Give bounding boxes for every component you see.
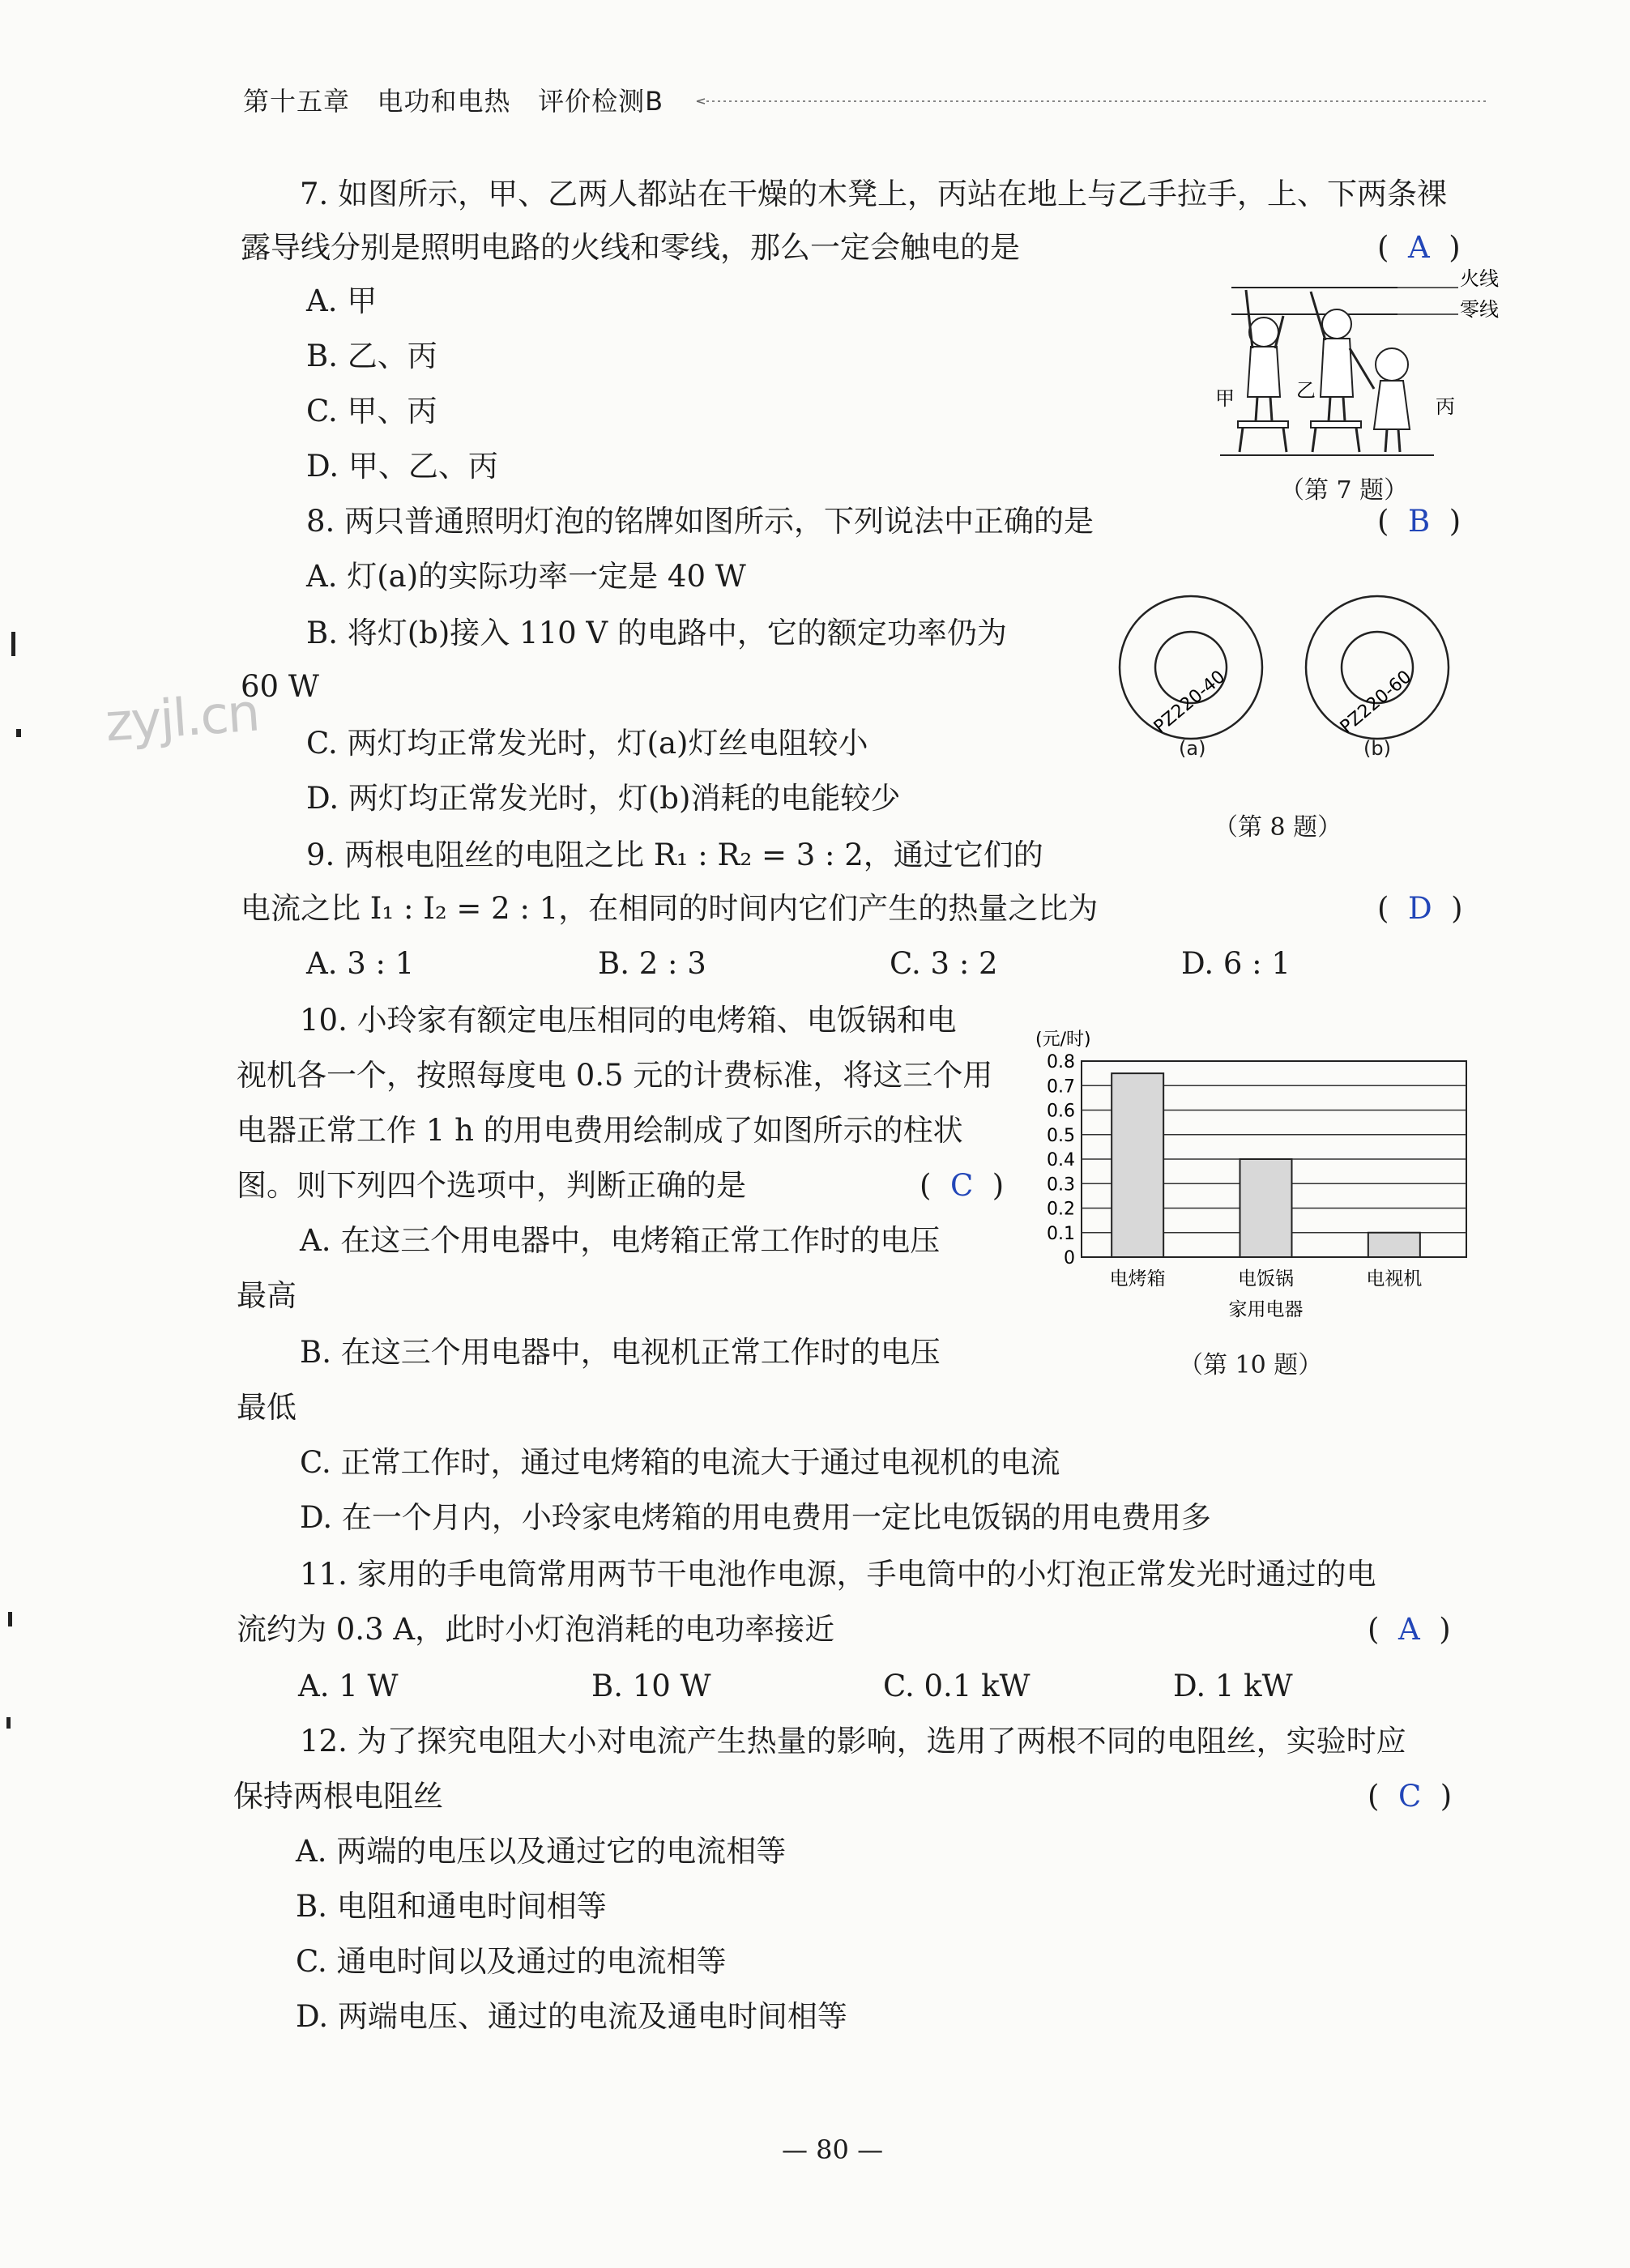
q8-option-a: A. 灯(a)的实际功率一定是 40 W <box>306 559 746 594</box>
q12-option-a: A. 两端的电压以及通过它的电流相等 <box>296 1834 787 1869</box>
q10-option-b-line1: B. 在这三个用电器中，电视机正常工作时的电压 <box>300 1335 941 1370</box>
q7-figure-caption: （第 7 题） <box>1280 476 1409 505</box>
y-tick-label: 0.4 <box>1047 1150 1075 1170</box>
q10-stem-line4: 图。则下列四个选项中，判断正确的是 <box>237 1168 746 1203</box>
scan-mark <box>8 1612 12 1626</box>
q12-answer-letter: C <box>1397 1779 1422 1814</box>
q7-figure <box>1215 267 1499 462</box>
q9-option-b: B. 2 : 3 <box>598 946 706 981</box>
q8-answer-letter: B <box>1407 504 1431 539</box>
q10-option-c: C. 正常工作时，通过电烤箱的电流大于通过电视机的电流 <box>300 1445 1060 1480</box>
q7-option-d: D. 甲、乙、丙 <box>306 449 498 484</box>
q12-answer: ( C ) <box>1368 1779 1453 1814</box>
bulb-a-rating: PZ220-40 <box>1150 667 1230 738</box>
q11-stem-line1: 11. 家用的手电筒常用两节干电池作电源，手电筒中的小灯泡正常发光时通过的电 <box>300 1557 1376 1592</box>
q10-option-b-line2: 最低 <box>237 1390 297 1425</box>
q9-option-a: A. 3 : 1 <box>306 946 415 981</box>
bulb-b-label: (b) <box>1363 737 1391 760</box>
q10-answer-letter: C <box>949 1168 974 1203</box>
q10-stem-line3: 电器正常工作 1 h 的用电费用绘制成了如图所示的柱状 <box>237 1113 963 1148</box>
bulb-a-nameplate-icon <box>1120 596 1262 739</box>
q7-answer-letter: A <box>1407 230 1430 265</box>
q8-answer: ( B ) <box>1377 504 1461 539</box>
label-jia: 甲 <box>1215 387 1235 410</box>
y-axis-label: (元/时) <box>1035 1030 1091 1050</box>
x-axis-label: 家用电器 <box>1228 1299 1304 1320</box>
q11-option-d: D. 1 kW <box>1173 1669 1293 1703</box>
watermark: zyjl.cn <box>103 683 261 754</box>
scan-mark <box>16 729 21 737</box>
q9-answer-letter: D <box>1407 891 1432 926</box>
chapter-number: 第十五章 <box>243 86 351 117</box>
bulb-b-nameplate-icon <box>1306 596 1449 739</box>
person-bing-icon <box>1374 348 1410 452</box>
section-title: 评价检测B <box>538 86 664 117</box>
q8-option-c: C. 两灯均正常发光时，灯(a)灯丝电阻较小 <box>306 726 868 761</box>
scan-mark <box>11 632 15 656</box>
q8-option-b-line2: 60 W <box>241 669 319 704</box>
q8-stem: 8. 两只普通照明灯泡的铭牌如图所示，下列说法中正确的是 <box>306 504 1094 539</box>
q8-figure-caption: （第 8 题） <box>1214 813 1342 842</box>
q7-stem-line1: 7. 如图所示，甲、乙两人都站在干燥的木凳上，丙站在地上与乙手拉手，上、下两条裸 <box>300 177 1448 211</box>
person-yi-icon <box>1311 292 1374 452</box>
bar-1 <box>1240 1159 1292 1257</box>
q10-option-a-line1: A. 在这三个用电器中，电烤箱正常工作时的电压 <box>300 1223 941 1258</box>
label-yi: 乙 <box>1296 379 1316 402</box>
q12-stem-line2: 保持两根电阻丝 <box>233 1779 443 1814</box>
q11-answer: ( A ) <box>1368 1612 1451 1647</box>
live-wire-label: 火线 <box>1460 267 1499 290</box>
chapter-header <box>243 81 664 118</box>
q11-option-a: A. 1 W <box>298 1669 399 1703</box>
q11-option-b: B. 10 W <box>591 1669 711 1703</box>
q10-option-a-line2: 最高 <box>237 1278 297 1313</box>
y-tick-label: 0.1 <box>1047 1223 1075 1244</box>
q11-option-c: C. 0.1 kW <box>883 1669 1030 1703</box>
q12-option-b: B. 电阻和通电时间相等 <box>296 1889 607 1924</box>
q10-figure-caption: （第 10 题） <box>1179 1351 1323 1379</box>
q11-answer-letter: A <box>1397 1612 1420 1647</box>
y-tick-label: 0.2 <box>1047 1199 1075 1220</box>
q10-stem-line2: 视机各一个，按照每度电 0.5 元的计费标准，将这三个用 <box>237 1058 993 1093</box>
q12-option-c: C. 通电时间以及通过的电流相等 <box>296 1944 727 1979</box>
chapter-title: 电功和电热 <box>377 86 511 117</box>
bulb-b-rating: PZ220-60 <box>1336 667 1416 738</box>
q7-option-c: C. 甲、丙 <box>306 394 437 428</box>
y-tick-label: 0 <box>1064 1248 1075 1268</box>
x-category-label: 电烤箱 <box>1109 1268 1166 1290</box>
q10-bar-chart <box>1029 1021 1483 1345</box>
y-tick-label: 0.6 <box>1047 1101 1075 1122</box>
bar-0 <box>1112 1073 1163 1257</box>
neutral-wire-label: 零线 <box>1460 298 1499 321</box>
y-tick-label: 0.7 <box>1047 1076 1075 1098</box>
q7-answer: ( A ) <box>1377 230 1461 265</box>
q12-option-d: D. 两端电压、通过的电流及通电时间相等 <box>296 1999 847 2034</box>
q8-option-b-line1: B. 将灯(b)接入 110 V 的电路中，它的额定功率仍为 <box>306 616 1007 650</box>
y-tick-label: 0.8 <box>1047 1052 1075 1072</box>
q10-answer: ( C ) <box>920 1168 1005 1203</box>
q7-option-b: B. 乙、丙 <box>306 339 437 373</box>
q8-option-d: D. 两灯均正常发光时，灯(b)消耗的电能较少 <box>306 781 901 816</box>
q10-stem-line1: 10. 小玲家有额定电压相同的电烤箱、电饭锅和电 <box>300 1003 957 1038</box>
q9-answer: ( D ) <box>1377 891 1463 926</box>
x-category-label: 电饭锅 <box>1238 1268 1294 1290</box>
q10-option-d: D. 在一个月内，小玲家电烤箱的用电费用一定比电饭锅的用电费用多 <box>300 1500 1211 1535</box>
bar-2 <box>1368 1233 1420 1257</box>
y-tick-label: 0.3 <box>1047 1174 1075 1196</box>
label-bing: 丙 <box>1436 395 1455 418</box>
header-dotted-rule <box>697 99 1491 104</box>
y-tick-label: 0.5 <box>1047 1125 1075 1146</box>
x-category-label: 电视机 <box>1366 1268 1423 1290</box>
q11-stem-line2: 流约为 0.3 A，此时小灯泡消耗的电功率接近 <box>237 1612 835 1647</box>
q8-figure <box>1110 591 1483 753</box>
q9-option-d: D. 6 : 1 <box>1181 946 1291 981</box>
q7-stem-line2: 露导线分别是照明电路的火线和零线，那么一定会触电的是 <box>241 230 1020 265</box>
bulb-a-label: (a) <box>1179 737 1206 760</box>
page-number: — 80 — <box>782 2134 884 2165</box>
q12-stem-line1: 12. 为了探究电阻大小对电流产生热量的影响，选用了两根不同的电阻丝，实验时应 <box>300 1724 1406 1759</box>
q9-stem-line2: 电流之比 I₁ : I₂ = 2 : 1，在相同的时间内它们产生的热量之比为 <box>241 891 1099 926</box>
q9-stem-line1: 9. 两根电阻丝的电阻之比 R₁ : R₂ = 3 : 2，通过它们的 <box>306 838 1043 872</box>
q7-option-a: A. 甲 <box>306 284 378 318</box>
scan-mark <box>6 1717 11 1729</box>
q9-option-c: C. 3 : 2 <box>890 946 998 981</box>
